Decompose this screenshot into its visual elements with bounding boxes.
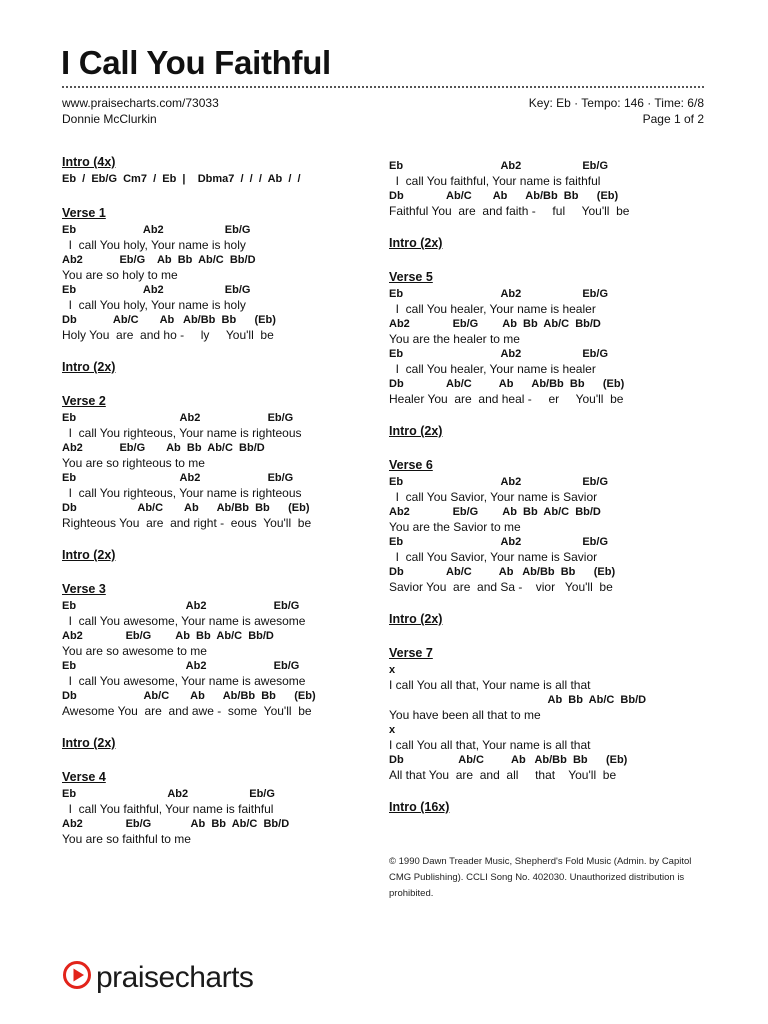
section-title: Intro (2x) [389, 612, 443, 626]
section-title: Verse 2 [62, 394, 106, 408]
chord-line: Db Ab/C Ab Ab/Bb Bb (Eb) [389, 378, 625, 390]
chord-line: Eb Ab2 Eb/G [389, 288, 609, 300]
lyric-line: Righteous You are and right - eous You'll be [62, 516, 312, 530]
section-title: Verse 4 [62, 770, 106, 784]
section-title: Intro (2x) [62, 360, 116, 374]
section-title: Intro (2x) [62, 736, 116, 750]
chord-line: Db Ab/C Ab Ab/Bb Bb (Eb) [62, 314, 276, 326]
title-divider [62, 86, 704, 88]
lyric-line: I call You Savior, Your name is Savior [389, 550, 598, 564]
lyric-line: I call You awesome, Your name is awesome [62, 674, 306, 688]
chord-line: Ab2 Eb/G Ab Bb Ab/C Bb/D [389, 506, 601, 518]
lyric-line: I call You healer, Your name is healer [389, 362, 596, 376]
chord-line: Ab2 Eb/G Ab Bb Ab/C Bb/D [62, 630, 274, 642]
section-title: Intro (2x) [389, 236, 443, 250]
chord-line: Eb Ab2 Eb/G [62, 788, 275, 800]
section-title: Intro (2x) [389, 424, 443, 438]
chord-line: x [389, 664, 396, 676]
chord-line: Eb Ab2 Eb/G [62, 284, 251, 296]
lyric-line: Awesome You are and awe - some You'll be [62, 704, 312, 718]
praisecharts-logo[interactable] [62, 960, 253, 995]
lyric-line: I call You holy, Your name is holy [62, 238, 246, 252]
chord-line: Eb Ab2 Eb/G [62, 412, 294, 424]
play-circle-icon [62, 960, 92, 995]
left-column [62, 155, 392, 847]
lyric-line: All that You are and all that You'll be [389, 768, 617, 782]
chord-line: Eb Ab2 Eb/G [389, 476, 609, 488]
chord-line: Eb Ab2 Eb/G [62, 472, 294, 484]
lyric-line: Holy You are and ho - ly You'll be [62, 328, 274, 342]
copyright-notice: © 1990 Dawn Treader Music, Shepherd's Fold Music (Admin. by Capitol CMG Publishing). CCLI Song No. 402030. Unauthorized distribution is prohibited. [389, 856, 692, 899]
lyric-line: You are so awesome to me [62, 644, 207, 658]
song-url: www.praisecharts.com/73033 [62, 96, 219, 110]
chord-line: Eb Ab2 Eb/G [389, 536, 609, 548]
lyric-line: I call You faithful, Your name is faithful [389, 174, 601, 188]
chord-line: x [389, 724, 396, 736]
chord-line: Ab2 Eb/G Ab Bb Ab/C Bb/D [62, 442, 265, 454]
chord-line: Db Ab/C Ab Ab/Bb Bb (Eb) [62, 690, 316, 702]
chord-line: Db Ab/C Ab Ab/Bb Bb (Eb) [389, 754, 628, 766]
logo-text: praisecharts [96, 960, 254, 994]
chord-line: Eb Ab2 Eb/G [389, 348, 609, 360]
section-title: Intro (16x) [389, 800, 450, 814]
lyric-line: I call You all that, Your name is all that [389, 678, 591, 692]
chord-line: Db Ab/C Ab Ab/Bb Bb (Eb) [62, 502, 310, 514]
lyric-line: You are so holy to me [62, 268, 178, 282]
lyric-line: Faithful You are and faith - ful You'll be [389, 204, 630, 218]
page-number: Page 1 of 2 [642, 112, 704, 126]
section-title: Verse 5 [389, 270, 433, 284]
lyric-line: You are the healer to me [389, 332, 520, 346]
lyric-line: Savior You are and Sa - vior You'll be [389, 580, 613, 594]
lyric-line: I call You righteous, Your name is righteous [62, 426, 302, 440]
section-title: Verse 3 [62, 582, 106, 596]
chord-line: Ab2 Eb/G Ab Bb Ab/C Bb/D [389, 318, 601, 330]
section-title: Verse 1 [62, 206, 106, 220]
lyric-line: You are so faithful to me [62, 832, 191, 846]
chord-line: Db Ab/C Ab Ab/Bb Bb (Eb) [389, 190, 619, 202]
section-title: Verse 7 [389, 646, 433, 660]
section-title: Intro (2x) [62, 548, 116, 562]
lyric-line: I call You holy, Your name is holy [62, 298, 246, 312]
lyric-line: I call You righteous, Your name is righteous [62, 486, 302, 500]
lyric-line: I call You faithful, Your name is faithful [62, 802, 274, 816]
chord-line: Ab2 Eb/G Ab Bb Ab/C Bb/D [62, 254, 256, 266]
chord-line: Db Ab/C Ab Ab/Bb Bb (Eb) [389, 566, 616, 578]
chord-line: Ab2 Eb/G Ab Bb Ab/C Bb/D [62, 818, 290, 830]
lyric-line: You are the Savior to me [389, 520, 521, 534]
key-tempo-time: Key: Eb · Tempo: 146 · Time: 6/8 [528, 96, 704, 110]
chord-line: Eb Ab2 Eb/G [389, 160, 609, 172]
chord-line: Eb Ab2 Eb/G [62, 660, 300, 672]
section-title: Verse 6 [389, 458, 433, 472]
lyric-line: I call You healer, Your name is healer [389, 302, 596, 316]
chord-line: Eb / Eb/G Cm7 / Eb | Dbma7 / / / Ab / / [62, 173, 301, 185]
right-column [389, 159, 719, 817]
song-title: I Call You Faithful [61, 44, 331, 81]
lyric-line: I call You awesome, Your name is awesome [62, 614, 306, 628]
chord-line: Eb Ab2 Eb/G [62, 224, 251, 236]
chord-line: Eb Ab2 Eb/G [62, 600, 300, 612]
section-title: Intro (4x) [62, 155, 116, 169]
lyric-line: You have been all that to me [389, 708, 541, 722]
lyric-line: You are so righteous to me [62, 456, 205, 470]
lyric-line: I call You Savior, Your name is Savior [389, 490, 598, 504]
chord-line: Ab Bb Ab/C Bb/D [389, 694, 647, 706]
lyric-line: I call You all that, Your name is all that [389, 738, 591, 752]
song-author: Donnie McClurkin [62, 112, 157, 126]
lyric-line: Healer You are and heal - er You'll be [389, 392, 624, 406]
